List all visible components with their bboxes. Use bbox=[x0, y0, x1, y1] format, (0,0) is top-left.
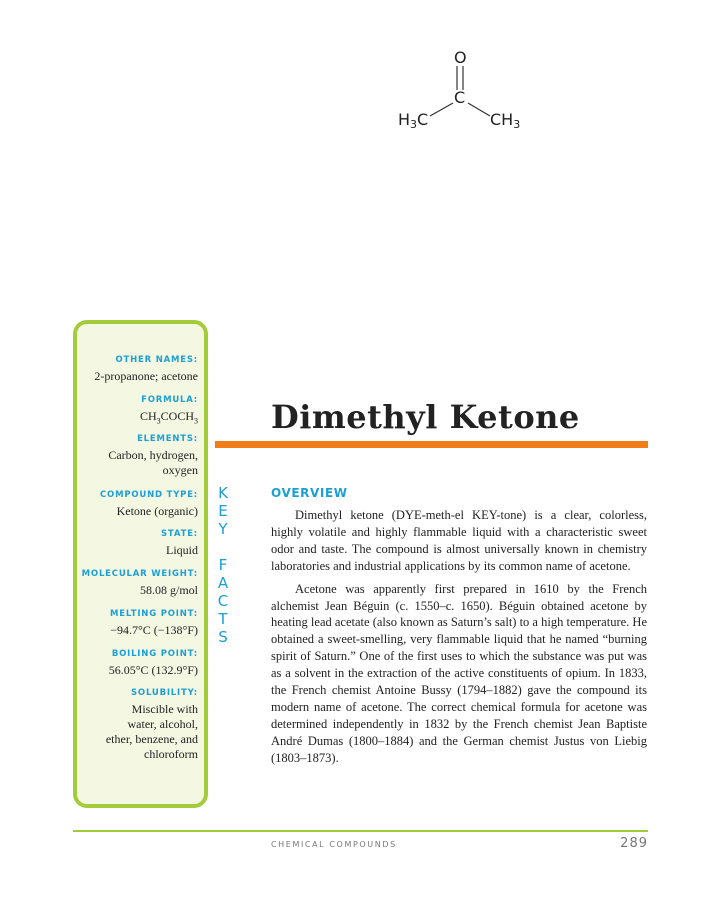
paragraph: Dimethyl ketone (DYE-meth-el KEY-tone) is a clear, colorless, highly volatile and highly flammable liquid with a characteristic sweet odor and taste. The compound is almost universally known in chemistry laboratories and industrial applications by its common name of acetone. bbox=[271, 508, 647, 573]
key-facts-box bbox=[73, 320, 208, 808]
fact-state bbox=[70, 528, 198, 558]
right-single-bond bbox=[468, 103, 490, 116]
fact-label: ELEMENTS: bbox=[137, 434, 198, 444]
fact-other-names bbox=[70, 354, 198, 384]
key-facts-letter: S bbox=[218, 628, 228, 646]
left-single-bond bbox=[430, 103, 453, 116]
fact-value: Carbon, hydrogen, oxygen bbox=[108, 448, 198, 477]
fact-label: COMPOUND TYPE: bbox=[100, 490, 198, 500]
structural-formula bbox=[380, 40, 550, 140]
key-facts-letter: T bbox=[218, 610, 228, 628]
fact-melting-point bbox=[70, 608, 198, 638]
running-title: CHEMICAL COMPOUNDS bbox=[271, 840, 397, 849]
fact-label: STATE: bbox=[161, 529, 198, 539]
fact-value: 56.05°C (132.9°F) bbox=[108, 663, 198, 677]
fact-solubility bbox=[70, 687, 198, 762]
key-facts-letter: Y bbox=[218, 520, 228, 538]
key-facts-letter: F bbox=[218, 556, 228, 574]
key-facts-letter: E bbox=[218, 502, 228, 520]
key-facts-vertical-label bbox=[213, 484, 233, 646]
fact-value: $CH_3COCH_3$ bbox=[139, 409, 198, 426]
fact-value: 2-propanone; acetone bbox=[94, 369, 198, 383]
article-body bbox=[271, 507, 647, 773]
fact-molecular-weight bbox=[70, 568, 198, 598]
fact-label: MELTING POINT: bbox=[110, 609, 198, 619]
key-facts-letter: C bbox=[217, 592, 229, 610]
key-facts-letter: K bbox=[218, 484, 228, 502]
fact-value: Liquid bbox=[166, 543, 198, 557]
fact-label: MOLECULAR WEIGHT: bbox=[81, 569, 198, 579]
fact-compound-type bbox=[70, 489, 198, 519]
right-methyl-group: $CH_3$ bbox=[490, 110, 521, 131]
fact-value: Miscible with water, alcohol, ether, benzene, and chloroform bbox=[105, 702, 198, 761]
fact-boiling-point bbox=[70, 648, 198, 678]
page-title: Dimethyl Ketone bbox=[271, 398, 580, 436]
fact-value: −94.7°C (−138°F) bbox=[110, 623, 198, 637]
section-heading: OVERVIEW bbox=[271, 486, 348, 500]
key-facts-letter: A bbox=[217, 574, 229, 592]
carbon-atom: C bbox=[454, 88, 466, 107]
fact-label: OTHER NAMES: bbox=[115, 355, 198, 365]
paragraph: Acetone was apparently first prepared in 1610 by the French alchemist Jean Béguin (c. 1550–c. 1650). Béguin obtained acetone by heating lead acetate (also known as Saturn’s salt) to a high temperature. He obtained a sweet-smelling, very flammable liquid that he named “burning spirit of Saturn.” One of the first uses to which the substance was put was as a solvent in the extraction of the active constituents of opium. In 1833, the French chemist Antoine Bussy (1794–1882) gave the compound its modern name of acetone. The correct chemical formula for acetone was determined independently in 1832 by the French chemist Jean Baptiste André Dumas (1800–1884) and the German chemist Justus von Liebig (1803–1873). bbox=[271, 581, 647, 765]
fact-label: FORMULA: bbox=[141, 395, 198, 405]
fact-label: BOILING POINT: bbox=[111, 649, 198, 659]
title-underline bbox=[215, 441, 648, 448]
fact-formula bbox=[70, 394, 198, 428]
fact-label: SOLUBILITY: bbox=[131, 688, 198, 698]
page-number: 289 bbox=[620, 836, 648, 851]
oxygen-atom: O bbox=[454, 48, 467, 67]
fact-elements bbox=[70, 433, 198, 478]
key-facts-letter bbox=[213, 538, 233, 556]
fact-value: 58.08 g/mol bbox=[139, 583, 198, 597]
footer-rule bbox=[73, 830, 648, 832]
fact-value: Ketone (organic) bbox=[116, 504, 198, 518]
left-methyl-group: $H_3C$ bbox=[398, 110, 429, 131]
